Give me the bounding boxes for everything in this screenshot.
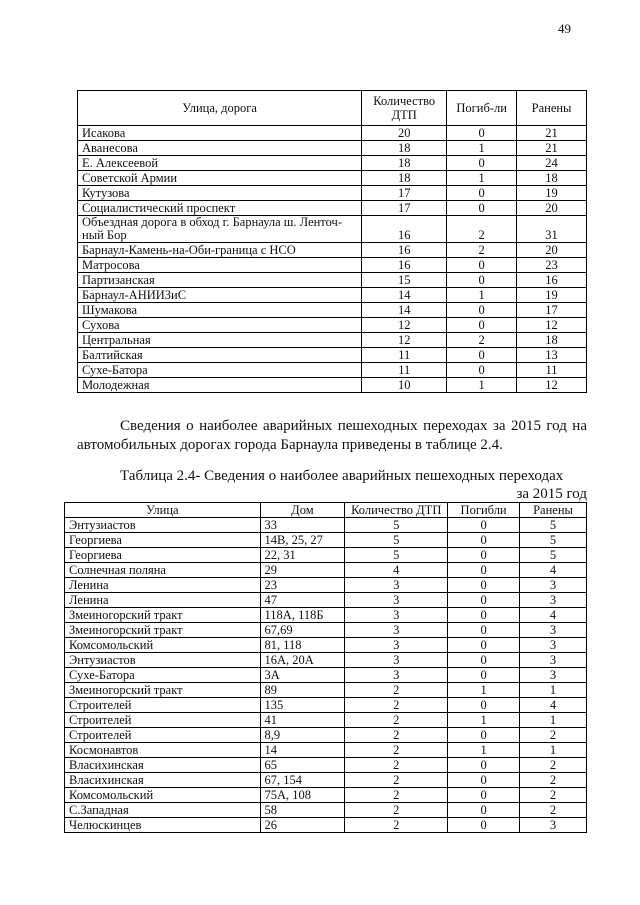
column-header-street: Улица, дорога	[78, 91, 362, 126]
house-cell: 16А, 20А	[260, 653, 345, 668]
accidents-cell: 16	[362, 258, 447, 273]
killed-cell: 0	[447, 303, 517, 318]
table-row	[65, 683, 587, 698]
street-cell: Сухе-Батора	[65, 668, 261, 683]
killed-cell: 2	[447, 216, 517, 243]
killed-cell: 0	[448, 563, 520, 578]
street-cell: Матросова	[78, 258, 362, 273]
killed-cell: 0	[447, 201, 517, 216]
killed-cell: 1	[448, 743, 520, 758]
house-cell: 67, 154	[260, 773, 345, 788]
accidents-cell: 5	[345, 533, 448, 548]
house-cell: 65	[260, 758, 345, 773]
street-cell: Змеиногорский тракт	[65, 623, 261, 638]
street-cell: Строителей	[65, 728, 261, 743]
accidents-cell: 3	[345, 653, 448, 668]
killed-cell: 2	[447, 243, 517, 258]
killed-cell: 0	[448, 803, 520, 818]
injured-cell: 3	[520, 623, 587, 638]
street-cell: Балтийская	[78, 348, 362, 363]
table-row	[65, 818, 587, 833]
accidents-cell: 20	[362, 126, 447, 141]
injured-cell: 1	[520, 743, 587, 758]
killed-cell: 0	[448, 533, 520, 548]
street-cell: Ленина	[65, 578, 261, 593]
street-cell: Шумакова	[78, 303, 362, 318]
accidents-cell: 2	[345, 803, 448, 818]
killed-cell: 0	[448, 668, 520, 683]
table-row	[65, 743, 587, 758]
injured-cell: 3	[520, 578, 587, 593]
killed-cell: 1	[447, 378, 517, 393]
street-cell: Советской Армии	[78, 171, 362, 186]
accidents-cell: 3	[345, 593, 448, 608]
house-cell: 118А, 118Б	[260, 608, 345, 623]
table-row	[78, 363, 587, 378]
accidents-cell: 5	[345, 548, 448, 563]
killed-cell: 1	[448, 713, 520, 728]
accidents-cell: 18	[362, 156, 447, 171]
street-cell: Энтузиастов	[65, 653, 261, 668]
accidents-cell: 2	[345, 788, 448, 803]
table-row	[65, 608, 587, 623]
table-row	[78, 156, 587, 171]
killed-cell: 0	[447, 126, 517, 141]
house-cell: 8,9	[260, 728, 345, 743]
injured-cell: 20	[517, 201, 587, 216]
killed-cell: 1	[447, 171, 517, 186]
house-cell: 135	[260, 698, 345, 713]
accidents-cell: 2	[345, 728, 448, 743]
column-header-killed: Погиб-ли	[447, 91, 517, 126]
injured-cell: 19	[517, 186, 587, 201]
table-row	[65, 758, 587, 773]
killed-cell: 0	[448, 728, 520, 743]
column-header-injured: Ранены	[517, 91, 587, 126]
house-cell: 81, 118	[260, 638, 345, 653]
column-header-house: Дом	[260, 503, 345, 518]
accidents-cell: 11	[362, 363, 447, 378]
table-row	[65, 803, 587, 818]
killed-cell: 0	[448, 818, 520, 833]
killed-cell: 0	[448, 653, 520, 668]
street-cell: Барнаул-Камень-на-Оби-граница с НСО	[78, 243, 362, 258]
house-cell: 41	[260, 713, 345, 728]
injured-cell: 4	[520, 608, 587, 623]
table-header-row	[65, 503, 587, 518]
killed-cell: 0	[448, 698, 520, 713]
injured-cell: 3	[520, 638, 587, 653]
table-header-row	[78, 91, 587, 126]
accidents-cell: 3	[345, 668, 448, 683]
table-row	[78, 171, 587, 186]
house-cell: 47	[260, 593, 345, 608]
street-cell: Сухова	[78, 318, 362, 333]
injured-cell: 24	[517, 156, 587, 171]
street-cell: Змеиногорский тракт	[65, 608, 261, 623]
table-row	[78, 273, 587, 288]
street-cell: Кутузова	[78, 186, 362, 201]
table-row	[65, 548, 587, 563]
accidents-cell: 14	[362, 303, 447, 318]
table-row	[65, 713, 587, 728]
table-row	[65, 788, 587, 803]
injured-cell: 2	[520, 803, 587, 818]
caption-line-1: Таблица 2.4- Сведения о наиболее аварийных пешеходных переходах	[120, 468, 564, 484]
accidents-cell: 17	[362, 201, 447, 216]
killed-cell: 0	[448, 518, 520, 533]
street-cell: Молодежная	[78, 378, 362, 393]
accidents-cell: 3	[345, 623, 448, 638]
street-cell: Исакова	[78, 126, 362, 141]
accidents-cell: 4	[345, 563, 448, 578]
table-row	[78, 126, 587, 141]
street-cell: Объездная дорога в обход г. Барнаула ш. Ленточ-ный Бор	[78, 216, 362, 243]
street-cell: Власихинская	[65, 758, 261, 773]
injured-cell: 21	[517, 141, 587, 156]
table-row	[78, 258, 587, 273]
injured-cell: 18	[517, 333, 587, 348]
injured-cell: 31	[517, 216, 587, 243]
accidents-cell: 2	[345, 713, 448, 728]
killed-cell: 0	[447, 318, 517, 333]
accidents-cell: 2	[345, 743, 448, 758]
table-row	[78, 318, 587, 333]
table-row	[65, 533, 587, 548]
killed-cell: 1	[447, 141, 517, 156]
accidents-cell: 16	[362, 243, 447, 258]
table-row	[65, 623, 587, 638]
street-cell: С.Западная	[65, 803, 261, 818]
table-row	[78, 243, 587, 258]
table-row	[65, 638, 587, 653]
body-paragraph: Сведения о наиболее аварийных пешеходных переходах за 2015 год на автомобильных дорогах города Барнаула приведены в таблице 2.4.	[77, 418, 587, 453]
killed-cell: 0	[447, 348, 517, 363]
page-number: 49	[558, 21, 571, 36]
injured-cell: 1	[520, 713, 587, 728]
street-cell: Ленина	[65, 593, 261, 608]
killed-cell: 0	[448, 788, 520, 803]
accidents-cell: 2	[345, 683, 448, 698]
table-row	[78, 216, 587, 243]
killed-cell: 0	[448, 608, 520, 623]
killed-cell: 0	[447, 156, 517, 171]
table-row	[78, 303, 587, 318]
column-header-accidents: Количество ДТП	[345, 503, 448, 518]
injured-cell: 13	[517, 348, 587, 363]
column-header-killed: Погибли	[448, 503, 520, 518]
injured-cell: 4	[520, 698, 587, 713]
injured-cell: 18	[517, 171, 587, 186]
accidents-cell: 18	[362, 171, 447, 186]
pedestrian-crossings-table	[64, 502, 587, 833]
killed-cell: 0	[447, 273, 517, 288]
accidents-cell: 3	[345, 608, 448, 623]
killed-cell: 0	[447, 258, 517, 273]
table-row	[65, 578, 587, 593]
accidents-cell: 11	[362, 348, 447, 363]
killed-cell: 1	[447, 288, 517, 303]
accidents-cell: 17	[362, 186, 447, 201]
street-cell: Е. Алексеевой	[78, 156, 362, 171]
injured-cell: 2	[520, 728, 587, 743]
street-cell: Космонавтов	[65, 743, 261, 758]
killed-cell: 0	[447, 363, 517, 378]
column-header-street: Улица	[65, 503, 261, 518]
street-cell: Социалистический проспект	[78, 201, 362, 216]
house-cell: 14	[260, 743, 345, 758]
killed-cell: 0	[448, 548, 520, 563]
injured-cell: 5	[520, 548, 587, 563]
house-cell: 58	[260, 803, 345, 818]
house-cell: 67,69	[260, 623, 345, 638]
accidents-cell: 18	[362, 141, 447, 156]
injured-cell: 1	[520, 683, 587, 698]
killed-cell: 0	[447, 186, 517, 201]
injured-cell: 4	[520, 563, 587, 578]
street-cell: Змеиногорский тракт	[65, 683, 261, 698]
table-row	[65, 728, 587, 743]
accidents-cell: 2	[345, 818, 448, 833]
street-cell: Барнаул-АНИИЗиС	[78, 288, 362, 303]
injured-cell: 5	[520, 533, 587, 548]
accidents-cell: 16	[362, 216, 447, 243]
injured-cell: 17	[517, 303, 587, 318]
injured-cell: 19	[517, 288, 587, 303]
injured-cell: 23	[517, 258, 587, 273]
table-caption	[77, 467, 587, 503]
injured-cell: 5	[520, 518, 587, 533]
table-row	[65, 653, 587, 668]
table-row	[78, 141, 587, 156]
accidents-cell: 12	[362, 318, 447, 333]
injured-cell: 21	[517, 126, 587, 141]
caption-line-2: за 2015 год	[516, 486, 587, 502]
accidents-cell: 3	[345, 638, 448, 653]
street-cell: Энтузиастов	[65, 518, 261, 533]
table-row	[65, 668, 587, 683]
table-row	[65, 773, 587, 788]
street-cell: Центральная	[78, 333, 362, 348]
injured-cell: 3	[520, 653, 587, 668]
accidents-cell: 5	[345, 518, 448, 533]
injured-cell: 2	[520, 758, 587, 773]
column-header-accidents: Количество ДТП	[362, 91, 447, 126]
street-cell: Георгиева	[65, 533, 261, 548]
killed-cell: 1	[448, 683, 520, 698]
street-cell: Строителей	[65, 698, 261, 713]
accidents-cell: 2	[345, 773, 448, 788]
injured-cell: 16	[517, 273, 587, 288]
house-cell: 89	[260, 683, 345, 698]
house-cell: 29	[260, 563, 345, 578]
table-row	[65, 518, 587, 533]
street-cell: Комсомольский	[65, 788, 261, 803]
table-row	[78, 201, 587, 216]
street-cell: Партизанская	[78, 273, 362, 288]
house-cell: 33	[260, 518, 345, 533]
killed-cell: 2	[447, 333, 517, 348]
table-row	[65, 698, 587, 713]
injured-cell: 20	[517, 243, 587, 258]
table-row	[78, 186, 587, 201]
street-cell: Георгиева	[65, 548, 261, 563]
column-header-injured: Ранены	[520, 503, 587, 518]
street-cell: Сухе-Батора	[78, 363, 362, 378]
street-cell: Власихинская	[65, 773, 261, 788]
killed-cell: 0	[448, 638, 520, 653]
injured-cell: 3	[520, 668, 587, 683]
killed-cell: 0	[448, 593, 520, 608]
street-cell: Солнечная поляна	[65, 563, 261, 578]
injured-cell: 3	[520, 818, 587, 833]
injured-cell: 2	[520, 773, 587, 788]
street-cell: Челюскинцев	[65, 818, 261, 833]
killed-cell: 0	[448, 623, 520, 638]
injured-cell: 3	[520, 593, 587, 608]
table-row	[78, 333, 587, 348]
house-cell: 14В, 25, 27	[260, 533, 345, 548]
accidents-cell: 12	[362, 333, 447, 348]
injured-cell: 12	[517, 378, 587, 393]
accidents-cell: 14	[362, 288, 447, 303]
killed-cell: 0	[448, 758, 520, 773]
injured-cell: 2	[520, 788, 587, 803]
injured-cell: 12	[517, 318, 587, 333]
house-cell: 75А, 108	[260, 788, 345, 803]
house-cell: 26	[260, 818, 345, 833]
house-cell: 3А	[260, 668, 345, 683]
street-cell: Аванесова	[78, 141, 362, 156]
injured-cell: 11	[517, 363, 587, 378]
table-row	[78, 348, 587, 363]
accidents-cell: 3	[345, 578, 448, 593]
accidents-cell: 15	[362, 273, 447, 288]
accidents-cell: 2	[345, 758, 448, 773]
house-cell: 22, 31	[260, 548, 345, 563]
house-cell: 23	[260, 578, 345, 593]
accidents-cell: 10	[362, 378, 447, 393]
table-row	[65, 563, 587, 578]
table-row	[65, 593, 587, 608]
table-row	[78, 288, 587, 303]
street-cell: Комсомольский	[65, 638, 261, 653]
table-row	[78, 378, 587, 393]
accidents-cell: 2	[345, 698, 448, 713]
accidents-by-street-table	[77, 90, 587, 393]
killed-cell: 0	[448, 773, 520, 788]
street-cell: Строителей	[65, 713, 261, 728]
killed-cell: 0	[448, 578, 520, 593]
